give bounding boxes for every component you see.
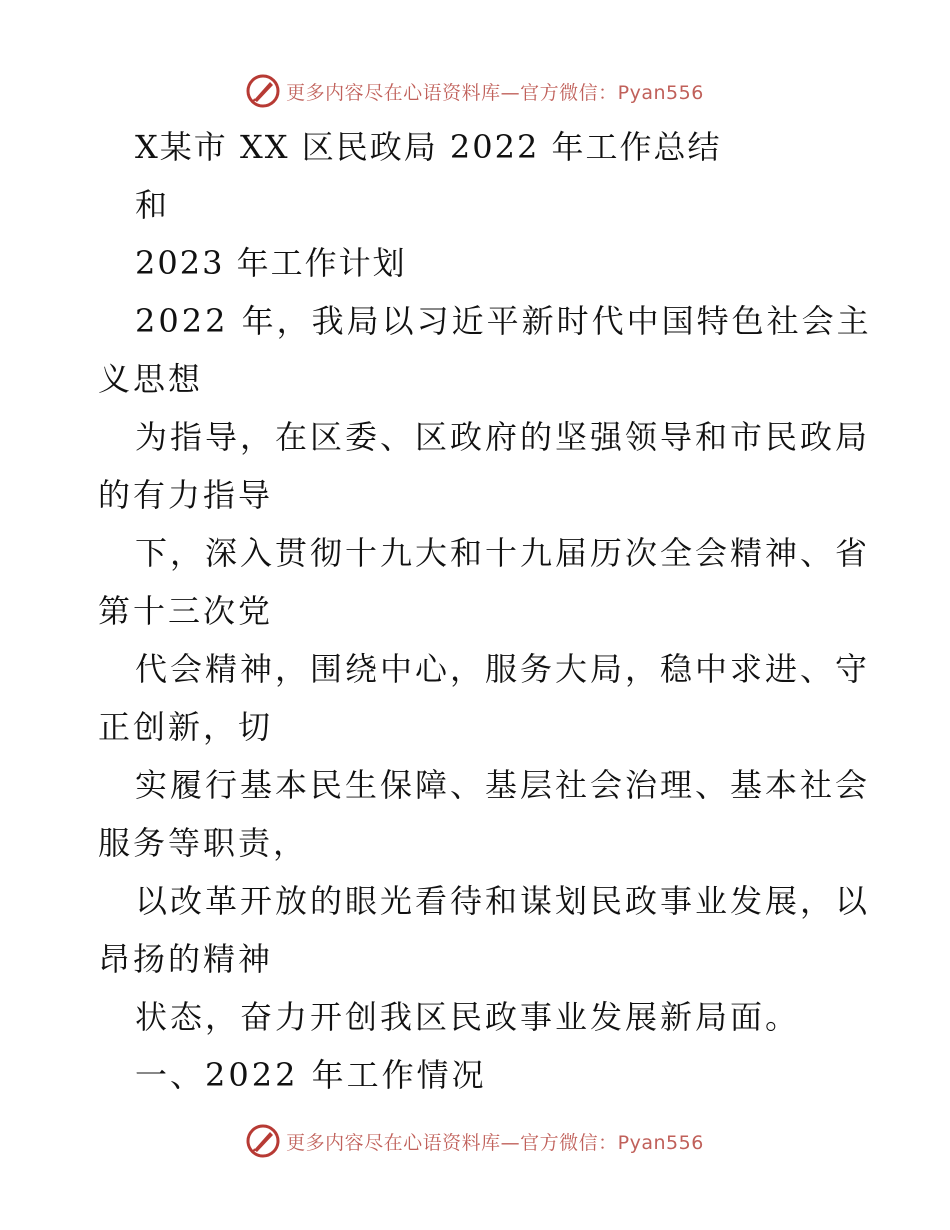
section-heading: 一、2022 年工作情况 (135, 1056, 487, 1094)
paragraph-line: 下，深入贯彻十九大和十九届历次全会精神、省 (135, 534, 871, 572)
paragraph-line: 代会精神，围绕中心，服务大局，稳中求进、守 (135, 650, 871, 688)
watermark-text: 更多内容尽在心语资料库—官方微信：Pyan556 (286, 1131, 704, 1154)
paragraph-line: 的有力指导 (98, 476, 274, 514)
paragraph-line: 以改革开放的眼光看待和谋划民政事业发展，以 (135, 882, 871, 920)
quill-logo-icon (246, 74, 280, 108)
paragraph-line: 第十三次党 (98, 592, 274, 630)
paragraph-line: 昂扬的精神 (98, 940, 274, 978)
paragraph-line: 义思想 (98, 360, 204, 398)
doc-title-line-1: X某市 XX 区民政局 2022 年工作总结 (135, 128, 722, 166)
document-body (98, 118, 872, 1104)
paragraph-line: 为指导，在区委、区政府的坚强领导和市民政局 (135, 418, 871, 456)
doc-title-line-3: 2023 年工作计划 (135, 244, 407, 282)
paragraph-line: 正创新，切 (98, 708, 274, 746)
paragraph-line: 状态，奋力开创我区民政事业发展新局面。 (135, 998, 801, 1036)
doc-title-line-2: 和 (135, 186, 170, 224)
footer-watermark (0, 1121, 950, 1161)
paragraph-line: 服务等职责， (98, 824, 309, 862)
paragraph-line: 2022 年，我局以习近平新时代中国特色社会主 (135, 302, 872, 340)
paragraph-line: 实履行基本民生保障、基层社会治理、基本社会 (135, 766, 871, 804)
quill-logo-icon (246, 1124, 280, 1158)
header-watermark (0, 71, 950, 111)
watermark-text: 更多内容尽在心语资料库—官方微信：Pyan556 (286, 81, 704, 104)
